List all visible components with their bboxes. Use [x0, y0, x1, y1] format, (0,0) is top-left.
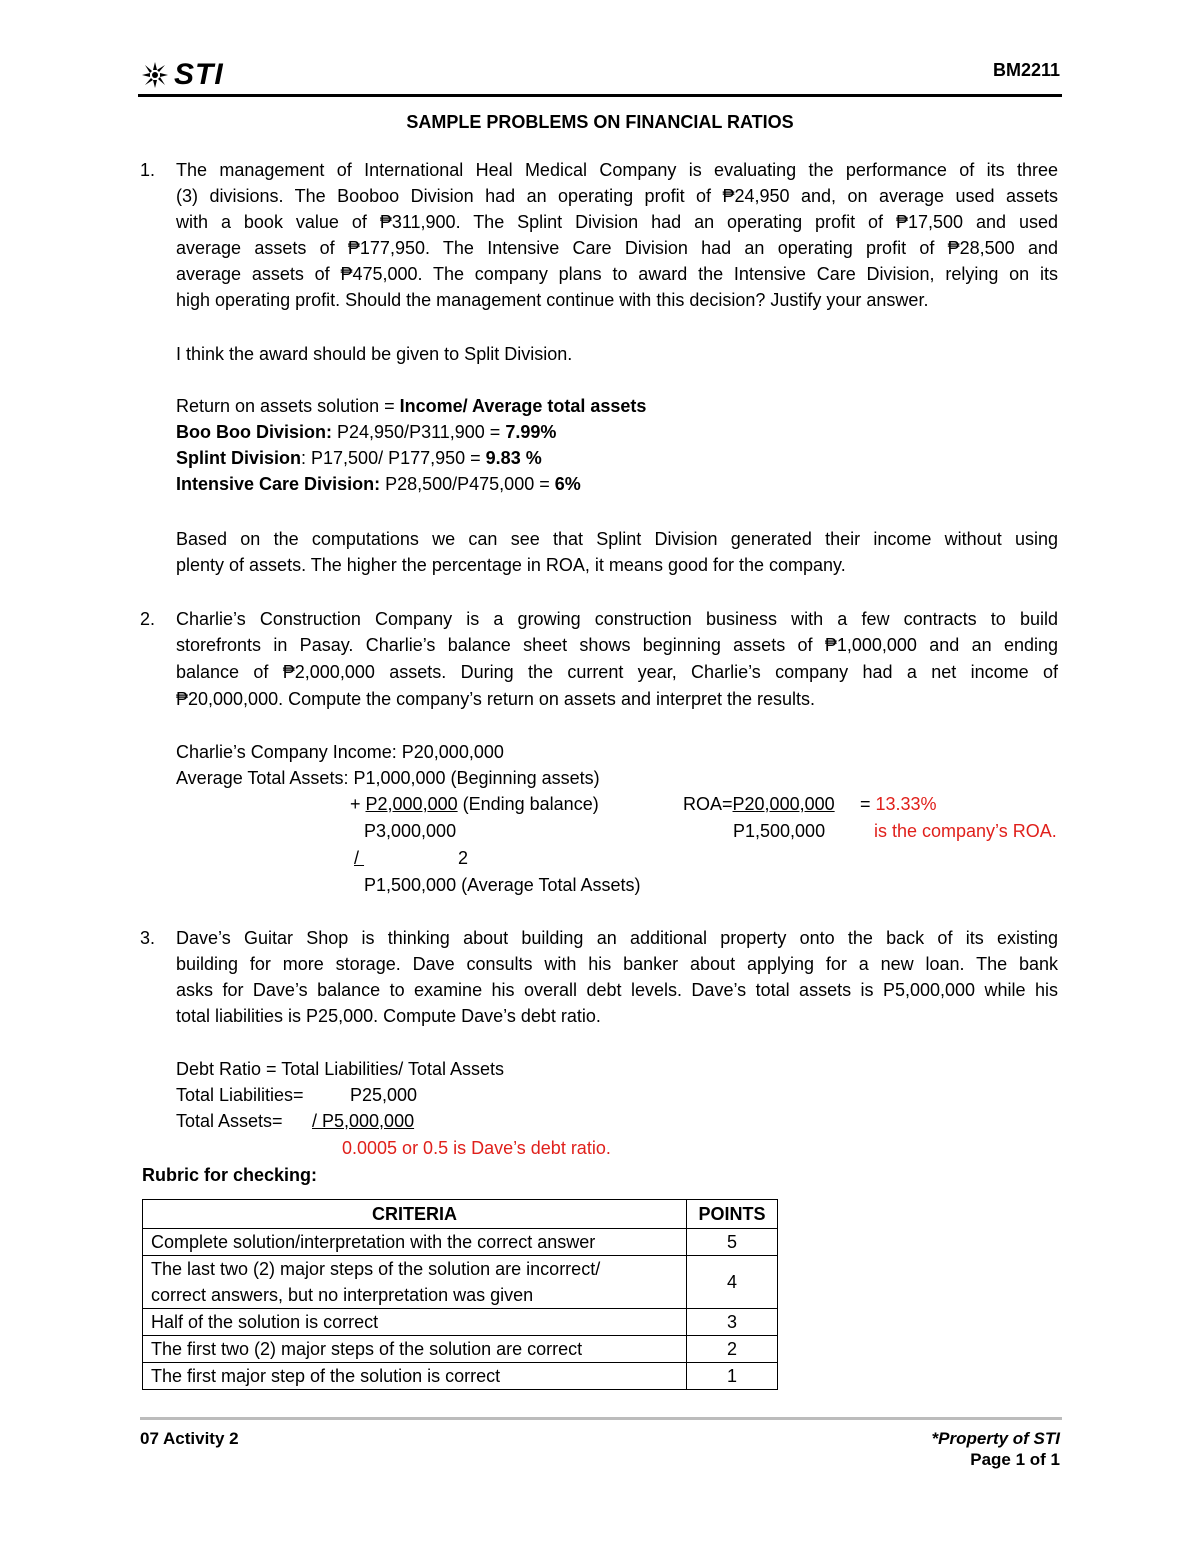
liabilities-label: Total Liabilities=	[176, 1085, 304, 1105]
problem-2-line: ₱20,000,000. Compute the company’s return on assets and interpret the results.	[176, 689, 816, 709]
divide-line	[354, 845, 468, 871]
roa-result: 13.33%	[875, 794, 937, 814]
table-row	[143, 1336, 778, 1363]
plus-sign: +	[350, 794, 366, 814]
assets-label: Total Assets=	[176, 1111, 283, 1131]
problem-3-number: 3.	[140, 928, 156, 948]
problem-1-line: average assets of ₱177,950. The Intensive Care Division had an operating profit of ₱28,500 and	[176, 238, 1058, 258]
sum-assets: P3,000,000	[364, 821, 457, 841]
division-result	[176, 445, 1058, 471]
debt-ratio-formula: Debt Ratio = Total Liabilities/ Total Assets	[176, 1059, 505, 1079]
table-row	[143, 1256, 778, 1309]
points-cell: 5	[687, 1229, 778, 1256]
ending-value: P2,000,000	[365, 794, 458, 814]
division-name: Intensive Care Division:	[176, 474, 381, 494]
division-result	[176, 419, 1058, 445]
problem-3-line: Dave’s Guitar Shop is thinking about building an additional property onto the back of its existing	[176, 928, 1058, 948]
problem-1-conclusion: plenty of assets. The higher the percentage in ROA, it means good for the company.	[176, 555, 846, 575]
division-calc: : P17,500/ P177,950 =	[301, 448, 486, 468]
roa-numerator: P20,000,000	[732, 794, 835, 814]
table-row	[143, 1363, 778, 1390]
footer-property: *Property of STI	[931, 1429, 1060, 1448]
division-name: Boo Boo Division:	[176, 422, 332, 442]
sti-globe-icon	[140, 60, 170, 90]
income-line: Charlie’s Company Income: P20,000,000	[176, 742, 504, 762]
table-header-row	[143, 1200, 778, 1229]
points-cell: 2	[687, 1336, 778, 1363]
table-row	[143, 1229, 778, 1256]
problem-1-line: (3) divisions. The Booboo Division had an operating profit of ₱24,950 and, on average used assets	[176, 186, 1058, 206]
divisor: 2	[457, 848, 468, 868]
criteria-cell: The first two (2) major steps of the solution are correct	[143, 1336, 687, 1363]
column-header-points: POINTS	[687, 1200, 778, 1229]
criteria-line: correct answers, but no interpretation was given	[151, 1285, 534, 1305]
problem-1-line: high operating profit. Should the management continue with this decision? Justify your answer.	[176, 290, 929, 310]
column-header-criteria: CRITERIA	[143, 1200, 687, 1229]
roa-label: Return on assets solution =	[176, 396, 400, 416]
rubric-table	[142, 1199, 778, 1390]
problem-3-line: building for more storage. Dave consults with his banker about applying for a new loan. The bank	[176, 954, 1058, 974]
roa-equals-line	[860, 791, 937, 817]
ending-balance-line	[350, 791, 599, 817]
liabilities-value: P25,000	[350, 1085, 418, 1105]
division-result	[176, 471, 1058, 497]
division-calc: P28,500/P475,000 =	[380, 474, 555, 494]
problem-1-conclusion: Based on the computations we can see that Splint Division generated their income without using	[176, 529, 1058, 549]
footer-page-number: Page 1 of 1	[970, 1450, 1060, 1469]
division-roa: 6%	[554, 474, 581, 494]
problem-2-line: Charlie’s Construction Company is a growing construction business with a few contracts to build	[176, 609, 1058, 629]
footer-divider	[140, 1417, 1062, 1420]
table-row	[143, 1309, 778, 1336]
criteria-cell	[143, 1256, 687, 1309]
rubric-heading: Rubric for checking:	[142, 1165, 318, 1185]
page-title: SAMPLE PROBLEMS ON FINANCIAL RATIOS	[406, 112, 794, 132]
criteria-line: The last two (2) major steps of the solution are incorrect/	[151, 1259, 601, 1279]
problem-1-line: with a book value of ₱311,900. The Splint Division had an operating profit of ₱17,500 and used	[176, 212, 1058, 232]
divide-sign: /	[354, 848, 360, 868]
roa-prefix: ROA=	[683, 794, 733, 814]
roa-denominator: P1,500,000	[733, 821, 826, 841]
problem-2-number: 2.	[140, 609, 156, 629]
logo-text: STI	[174, 58, 224, 91]
roa-note: is the company’s ROA.	[874, 821, 1057, 841]
document-code: BM2211	[992, 60, 1060, 80]
division-name: Splint Division	[176, 448, 302, 468]
criteria-cell: Half of the solution is correct	[143, 1309, 687, 1336]
average-assets-line: Average Total Assets: P1,000,000 (Beginning assets)	[176, 768, 600, 788]
roa-formula: Income/ Average total assets	[399, 396, 647, 416]
roa-formula-line	[176, 393, 1058, 419]
header-divider	[138, 94, 1062, 97]
problem-2-line: balance of ₱2,000,000 assets. During the current year, Charlie’s company had a net income of	[176, 662, 1058, 682]
division-roa: 7.99%	[505, 422, 557, 442]
problem-2-line: storefronts in Pasay. Charlie’s balance sheet shows beginning assets of ₱1,000,000 and an ending	[176, 635, 1058, 655]
sti-logo	[140, 58, 224, 92]
assets-value: / P5,000,000	[312, 1111, 415, 1131]
division-roa: 9.83 %	[485, 448, 542, 468]
debt-ratio-result: 0.0005 or 0.5 is Dave’s debt ratio.	[342, 1138, 611, 1158]
points-cell: 3	[687, 1309, 778, 1336]
problem-3-line: total liabilities is P25,000. Compute Dave’s debt ratio.	[176, 1006, 601, 1026]
problem-3-line: asks for Dave’s balance to examine his overall debt levels. Dave’s total assets is P5,000,000 while his	[176, 980, 1058, 1000]
average-assets-result: P1,500,000 (Average Total Assets)	[364, 875, 641, 895]
division-calc: P24,950/P311,900 =	[332, 422, 506, 442]
roa-calc	[683, 791, 835, 817]
points-cell: 4	[687, 1256, 778, 1309]
footer-activity: 07 Activity 2	[140, 1429, 239, 1448]
ending-label: (Ending balance)	[457, 794, 599, 814]
roa-equals: =	[860, 794, 876, 814]
criteria-cell: The first major step of the solution is correct	[143, 1363, 687, 1390]
problem-1-answer: I think the award should be given to Split Division.	[176, 344, 573, 364]
problem-1-line: The management of International Heal Medical Company is evaluating the performance of its three	[176, 160, 1058, 180]
criteria-cell: Complete solution/interpretation with the correct answer	[143, 1229, 687, 1256]
problem-1-number: 1.	[140, 160, 156, 180]
problem-1-line: average assets of ₱475,000. The company plans to award the Intensive Care Division, relying on its	[176, 264, 1058, 284]
points-cell: 1	[687, 1363, 778, 1390]
